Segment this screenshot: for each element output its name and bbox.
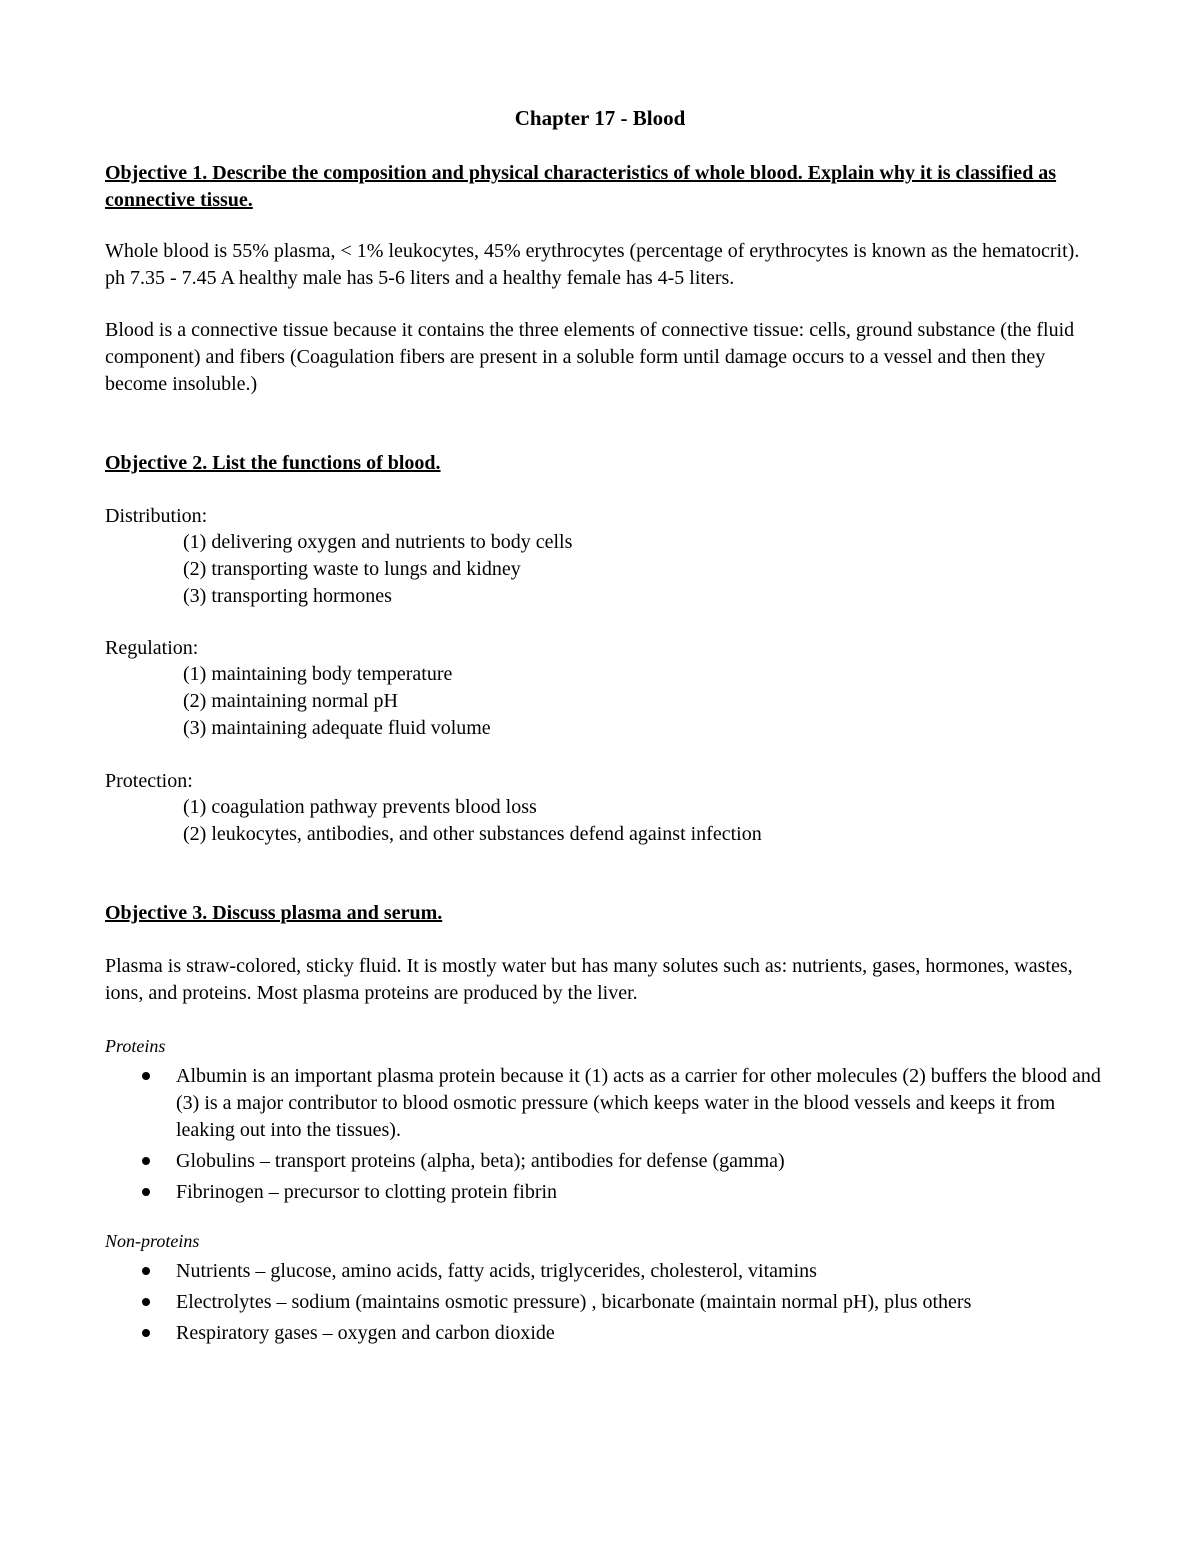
protection-label: Protection:	[105, 770, 193, 792]
list-item-text: Albumin is an important plasma protein because it (1) acts as a carrier for other molecules (2) buffers the blood and (3) is a major contributor to blood osmotic pressure (which keeps water in the blood vessels and keeps it from leaking out into the tissues).	[176, 1065, 1101, 1141]
list-item-text: Respiratory gases – oxygen and carbon dioxide	[176, 1322, 555, 1344]
list-item: (2) transporting waste to lungs and kidney	[183, 558, 521, 580]
objective-3-heading: Objective 3. Discuss plasma and serum.	[105, 902, 443, 924]
list-item-text: Globulins – transport proteins (alpha, beta); antibodies for defense (gamma)	[176, 1150, 785, 1172]
list-item: (3) maintaining adequate fluid volume	[183, 717, 491, 739]
list-item	[0, 1258, 1106, 1285]
list-item-text: Electrolytes – sodium (maintains osmotic pressure) , bicarbonate (maintain normal pH), plus others	[176, 1291, 972, 1313]
regulation-label: Regulation:	[105, 637, 199, 659]
protection-list	[183, 794, 762, 848]
list-item-text: Nutrients – glucose, amino acids, fatty acids, triglycerides, cholesterol, vitamins	[176, 1260, 817, 1282]
objective-1-paragraph-1: Whole blood is 55% plasma, < 1% leukocytes, 45% erythrocytes (percentage of erythrocytes is known as the hematocrit). ph 7.35 - 7.45 A healthy male has 5-6 liters and a healthy female has 4-5 liters.	[105, 240, 1080, 289]
list-item: (2) maintaining normal pH	[183, 690, 398, 712]
bullet-icon	[142, 1072, 150, 1080]
bullet-icon	[142, 1267, 150, 1275]
bullet-icon	[142, 1157, 150, 1165]
list-item	[0, 1148, 1106, 1175]
objective-1-paragraph-2: Blood is a connective tissue because it contains the three elements of connective tissue: cells, ground substance (the fluid component) and fibers (Coagulation fibers are present in a soluble form until damage occurs to a vessel and then they become insoluble.)	[105, 319, 1075, 395]
list-item: (3) transporting hormones	[183, 585, 392, 607]
distribution-label: Distribution:	[105, 505, 208, 527]
non-proteins-list	[0, 1258, 1106, 1347]
bullet-icon	[142, 1188, 150, 1196]
non-proteins-subheading: Non-proteins	[105, 1231, 200, 1251]
list-item	[0, 1179, 1106, 1206]
list-item-text: Fibrinogen – precursor to clotting protein fibrin	[176, 1181, 558, 1203]
objective-2-heading: Objective 2. List the functions of blood.	[105, 452, 441, 474]
list-item	[0, 1063, 1106, 1144]
proteins-subheading: Proteins	[105, 1036, 166, 1056]
bullet-icon	[142, 1298, 150, 1306]
page-title: Chapter 17 - Blood	[514, 106, 686, 130]
list-item: (2) leukocytes, antibodies, and other substances defend against infection	[183, 823, 762, 845]
list-item: (1) coagulation pathway prevents blood loss	[183, 796, 537, 818]
proteins-list	[0, 1063, 1106, 1206]
distribution-list	[183, 529, 572, 610]
objective-3-paragraph-1: Plasma is straw-colored, sticky fluid. It is mostly water but has many solutes such as: nutrients, gases, hormones, wastes, ions, and proteins. Most plasma proteins are produced by the liver.	[105, 955, 1073, 1004]
list-item	[0, 1320, 1106, 1347]
bullet-icon	[142, 1329, 150, 1337]
list-item	[0, 1289, 1106, 1316]
list-item: (1) delivering oxygen and nutrients to body cells	[183, 531, 573, 553]
list-item: (1) maintaining body temperature	[183, 663, 453, 685]
objective-1-heading: Objective 1. Describe the composition and physical characteristics of whole blood. Explain why it is classified as connective tissue.	[105, 162, 1057, 211]
regulation-list	[183, 661, 491, 742]
